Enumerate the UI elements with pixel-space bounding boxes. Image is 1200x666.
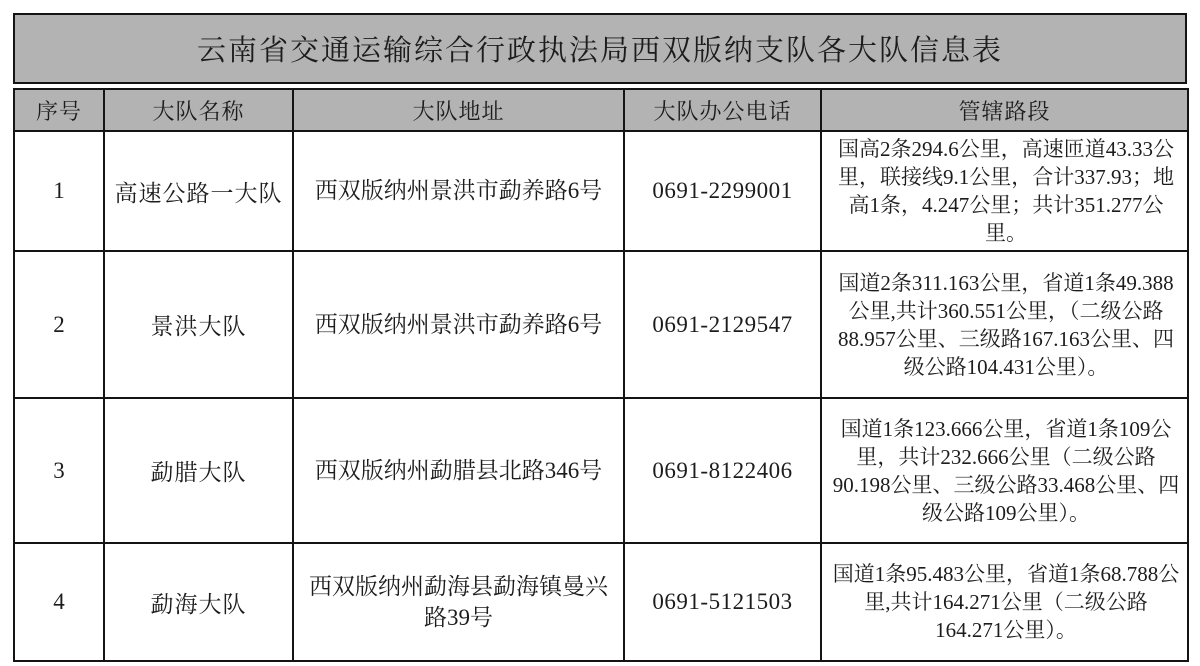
info-table-container <box>13 13 1187 662</box>
address-cell: 西双版纳州景洪市勐养路6号 <box>293 131 624 251</box>
seq-cell: 1 <box>14 131 104 251</box>
name-cell: 高速公路一大队 <box>104 131 293 251</box>
name-cell: 景洪大队 <box>104 251 293 398</box>
column-header-address: 大队地址 <box>293 89 624 131</box>
phone-cell: 0691-5121503 <box>624 543 821 661</box>
table-title: 云南省交通运输综合行政执法局西双版纳支队各大队信息表 <box>13 13 1187 84</box>
seq-cell: 2 <box>14 251 104 398</box>
column-header-jurisdiction: 管辖路段 <box>821 89 1188 131</box>
jurisdiction-cell: 国道1条95.483公里，省道1条68.788公里,共计164.271公里（二级公路164.271公里）。 <box>821 543 1188 661</box>
name-cell: 勐海大队 <box>104 543 293 661</box>
jurisdiction-cell: 国道1条123.666公里，省道1条109公里，共计232.666公里（二级公路90.198公里、三级公路33.468公里、四级公路109公里）。 <box>821 398 1188 543</box>
seq-cell: 4 <box>14 543 104 661</box>
header-row <box>14 89 1188 131</box>
phone-cell: 0691-2299001 <box>624 131 821 251</box>
address-cell: 西双版纳州勐海县勐海镇曼兴路39号 <box>293 543 624 661</box>
phone-cell: 0691-8122406 <box>624 398 821 543</box>
phone-cell: 0691-2129547 <box>624 251 821 398</box>
table-row <box>14 131 1188 251</box>
brigade-info-table <box>13 88 1189 662</box>
jurisdiction-cell: 国高2条294.6公里，高速匝道43.33公里，联接线9.1公里，合计337.93；地高1条，4.247公里；共计351.277公里。 <box>821 131 1188 251</box>
table-row <box>14 543 1188 661</box>
address-cell: 西双版纳州景洪市勐养路6号 <box>293 251 624 398</box>
column-header-phone: 大队办公电话 <box>624 89 821 131</box>
column-header-seq: 序号 <box>14 89 104 131</box>
address-cell: 西双版纳州勐腊县北路346号 <box>293 398 624 543</box>
table-row <box>14 251 1188 398</box>
table-row <box>14 398 1188 543</box>
column-header-name: 大队名称 <box>104 89 293 131</box>
seq-cell: 3 <box>14 398 104 543</box>
name-cell: 勐腊大队 <box>104 398 293 543</box>
jurisdiction-cell: 国道2条311.163公里，省道1条49.388公里,共计360.551公里，（二级公路88.957公里、三级路167.163公里、四级公路104.431公里）。 <box>821 251 1188 398</box>
